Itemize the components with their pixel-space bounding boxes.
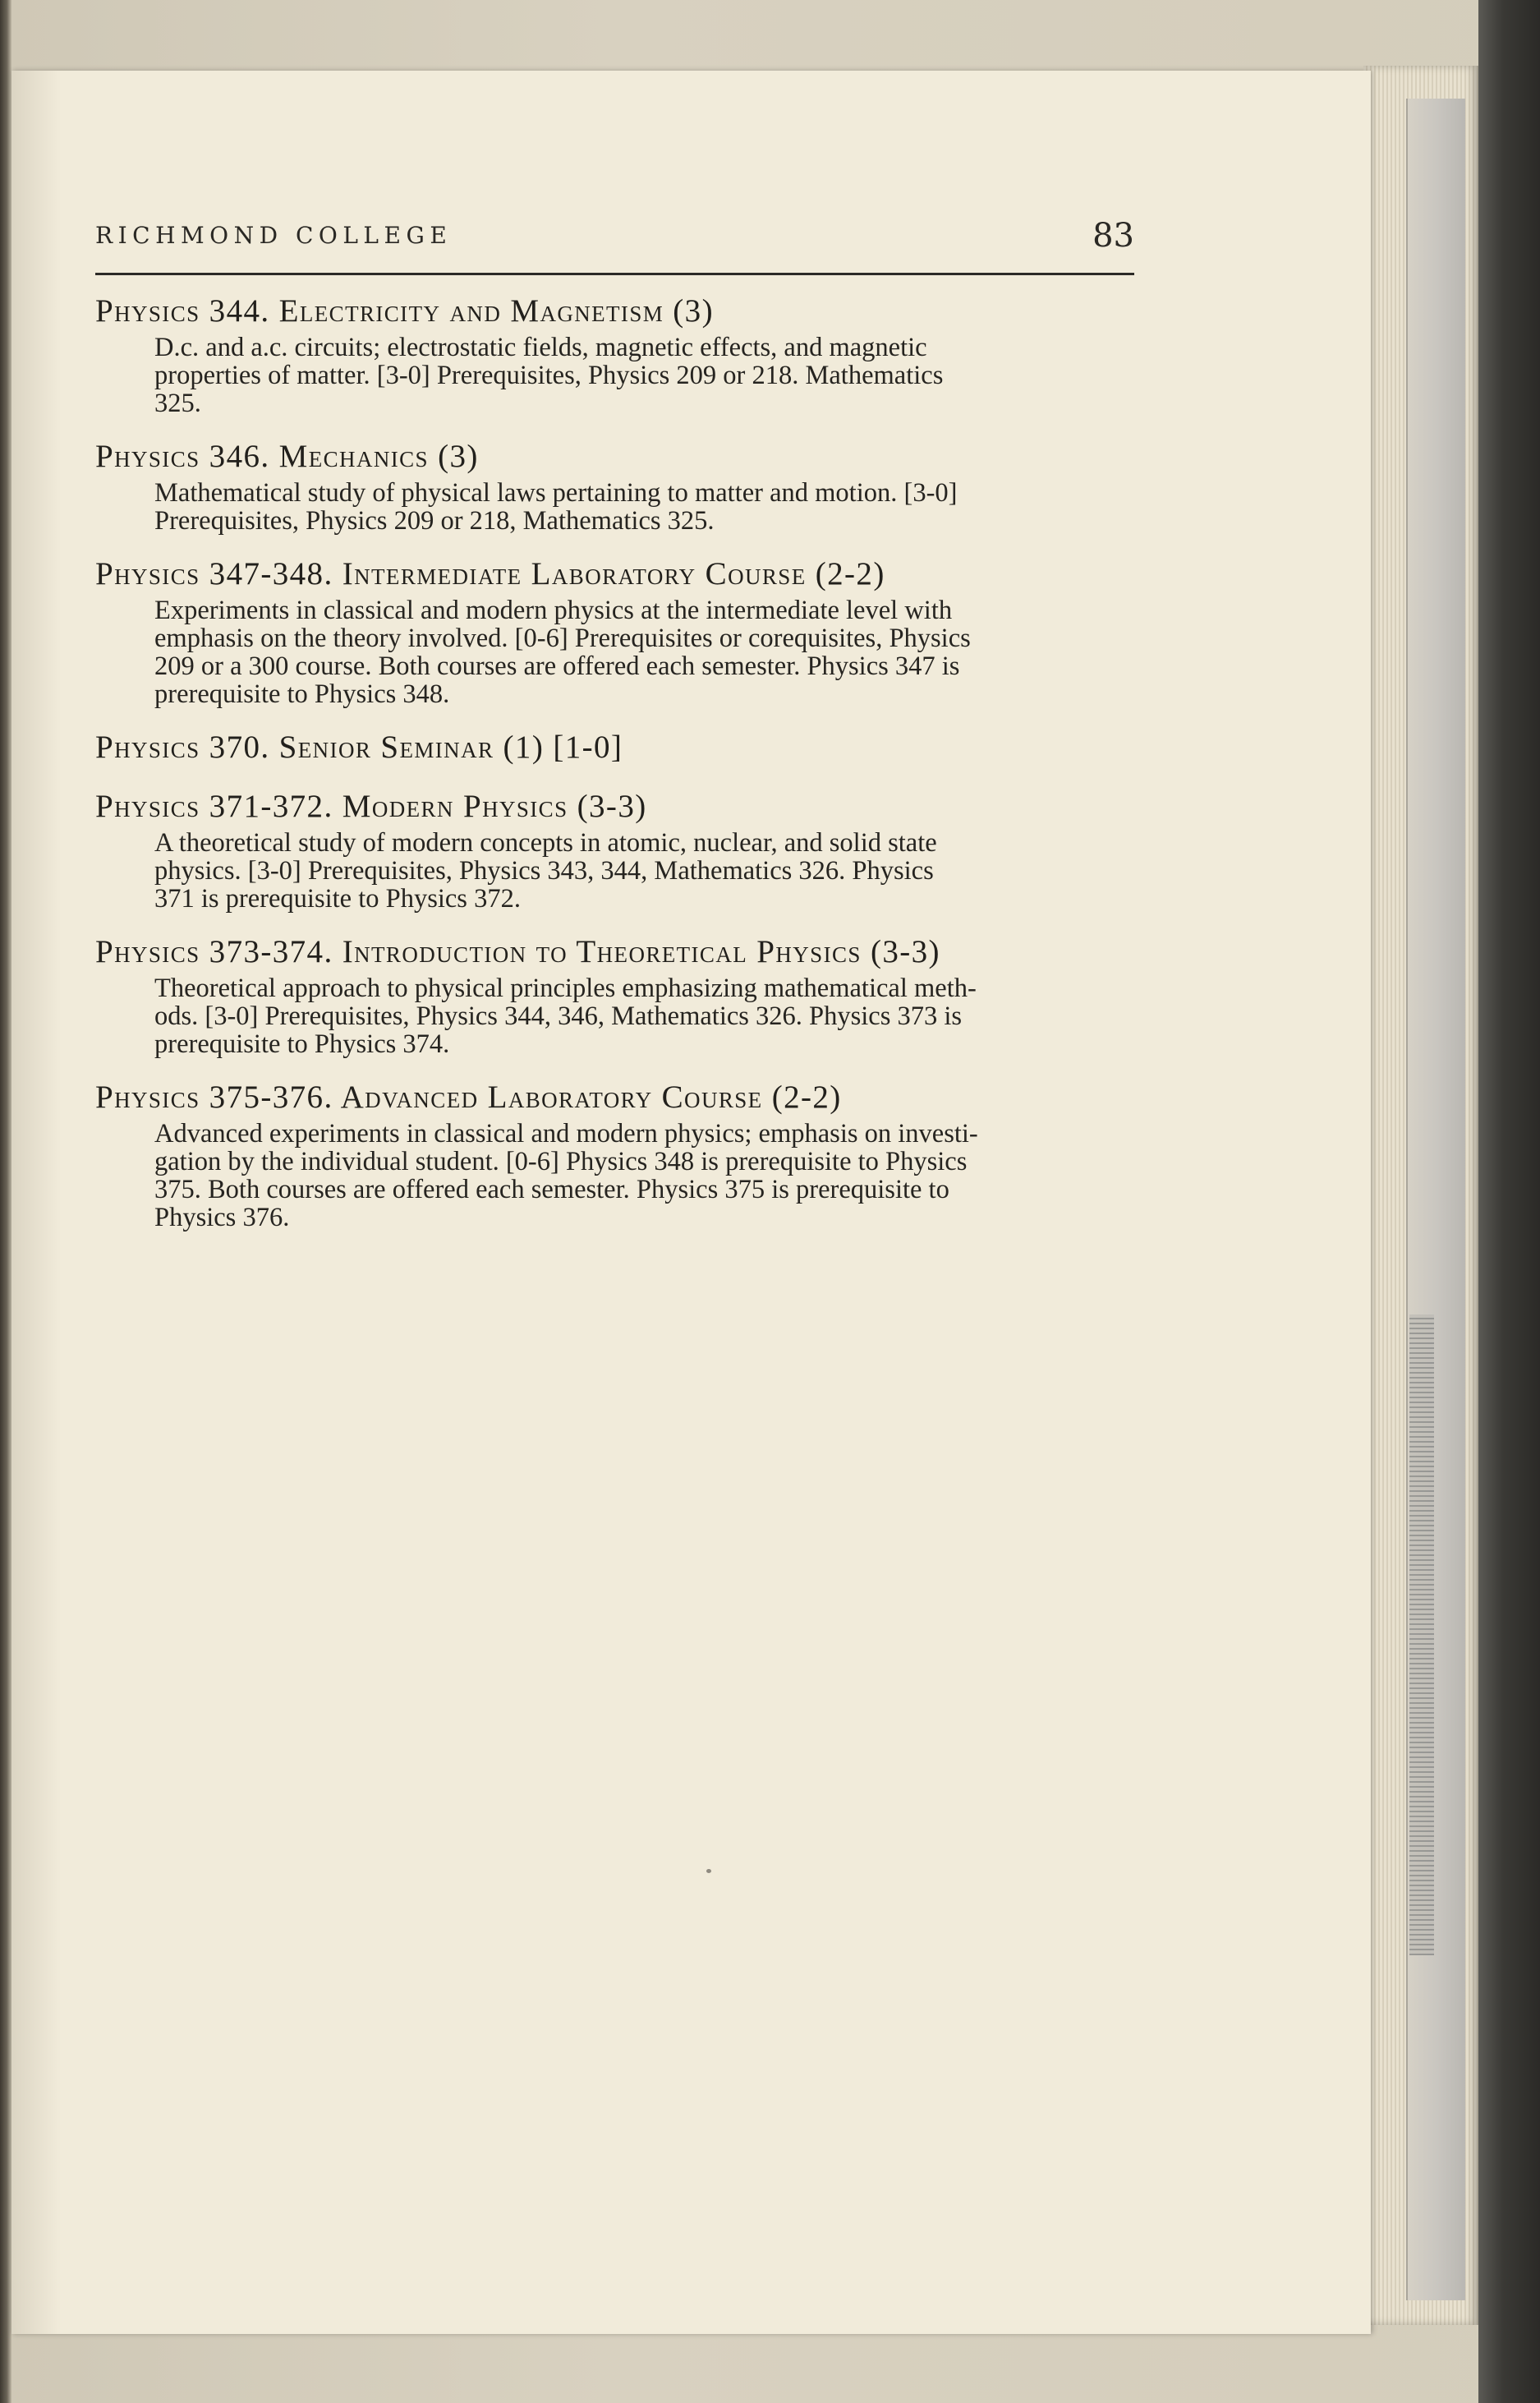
description-line: Prerequisites, Physics 209 or 218, Mathematics 325. (154, 506, 715, 536)
course-heading: Physics 370. Senior Seminar (1) [1-0] (95, 730, 623, 765)
description-line: properties of matter. [3-0] Prerequisites, Physics 209 or 218. Mathematics (154, 361, 944, 390)
description-line: physics. [3-0] Prerequisites, Physics 343, 344, Mathematics 326. Physics (154, 856, 934, 886)
course-description (154, 974, 1138, 1058)
course-description (154, 596, 1138, 708)
description-line: prerequisite to Physics 374. (154, 1029, 450, 1059)
description-line: 371 is prerequisite to Physics 372. (154, 884, 521, 914)
running-header (95, 215, 1134, 275)
course-heading: Physics 344. Electricity and Magnetism (3) (95, 293, 714, 329)
description-line: 375. Both courses are offered each semester. Physics 375 is prerequisite to (154, 1175, 949, 1204)
description-line: 209 or a 300 course. Both courses are offered each semester. Physics 347 is (154, 651, 960, 681)
course-heading: Physics 346. Mechanics (3) (95, 439, 479, 474)
gutter-shadow (11, 71, 61, 2334)
course-description (154, 479, 1138, 535)
dark-backdrop (1478, 0, 1540, 2403)
course-description (154, 829, 1138, 913)
running-header-title: RICHMOND COLLEGE (95, 222, 453, 249)
course-entry (95, 1078, 1138, 1231)
course-entry (95, 787, 1138, 913)
course-description (154, 334, 1138, 417)
description-line: Physics 376. (154, 1203, 290, 1232)
description-line: ods. [3-0] Prerequisites, Physics 344, 346, Mathematics 326. Physics 373 is (154, 1001, 963, 1031)
paper-speck (706, 1869, 711, 1873)
binding-edge (0, 0, 11, 2403)
description-line: Experiments in classical and modern physics at the intermediate level with (154, 596, 953, 625)
course-heading: Physics 375-376. Advanced Laboratory Course (2-2) (95, 1080, 842, 1115)
description-line: Mathematical study of physical laws pertaining to matter and motion. [3-0] (154, 478, 958, 508)
description-line: gation by the individual student. [0-6] Physics 348 is prerequisite to Physics (154, 1147, 968, 1176)
course-heading: Physics 371-372. Modern Physics (3-3) (95, 789, 647, 824)
description-line: emphasis on the theory involved. [0-6] Prerequisites or corequisites, Physics (154, 624, 971, 653)
description-line: Theoretical approach to physical principles emphasizing mathematical meth- (154, 974, 977, 1003)
course-entry (95, 437, 1138, 535)
page-edge-marks (1409, 1314, 1434, 1955)
course-list (95, 292, 1138, 1251)
course-entry (95, 932, 1138, 1058)
course-heading: Physics 373-374. Introduction to Theoretical Physics (3-3) (95, 934, 940, 969)
description-line: D.c. and a.c. circuits; electrostatic fields, magnetic effects, and magnetic (154, 333, 927, 362)
description-line: A theoretical study of modern concepts in atomic, nuclear, and solid state (154, 828, 937, 858)
course-description (154, 1120, 1138, 1231)
stacked-pages (1406, 99, 1465, 2300)
course-entry (95, 555, 1138, 708)
course-entry (95, 292, 1138, 417)
page-number: 83 (1092, 217, 1134, 255)
description-line: prerequisite to Physics 348. (154, 679, 450, 709)
course-heading: Physics 347-348. Intermediate Laboratory Course (2-2) (95, 556, 885, 592)
description-line: 325. (154, 389, 201, 418)
description-line: Advanced experiments in classical and modern physics; emphasis on investi- (154, 1119, 978, 1149)
course-entry (95, 728, 1138, 767)
